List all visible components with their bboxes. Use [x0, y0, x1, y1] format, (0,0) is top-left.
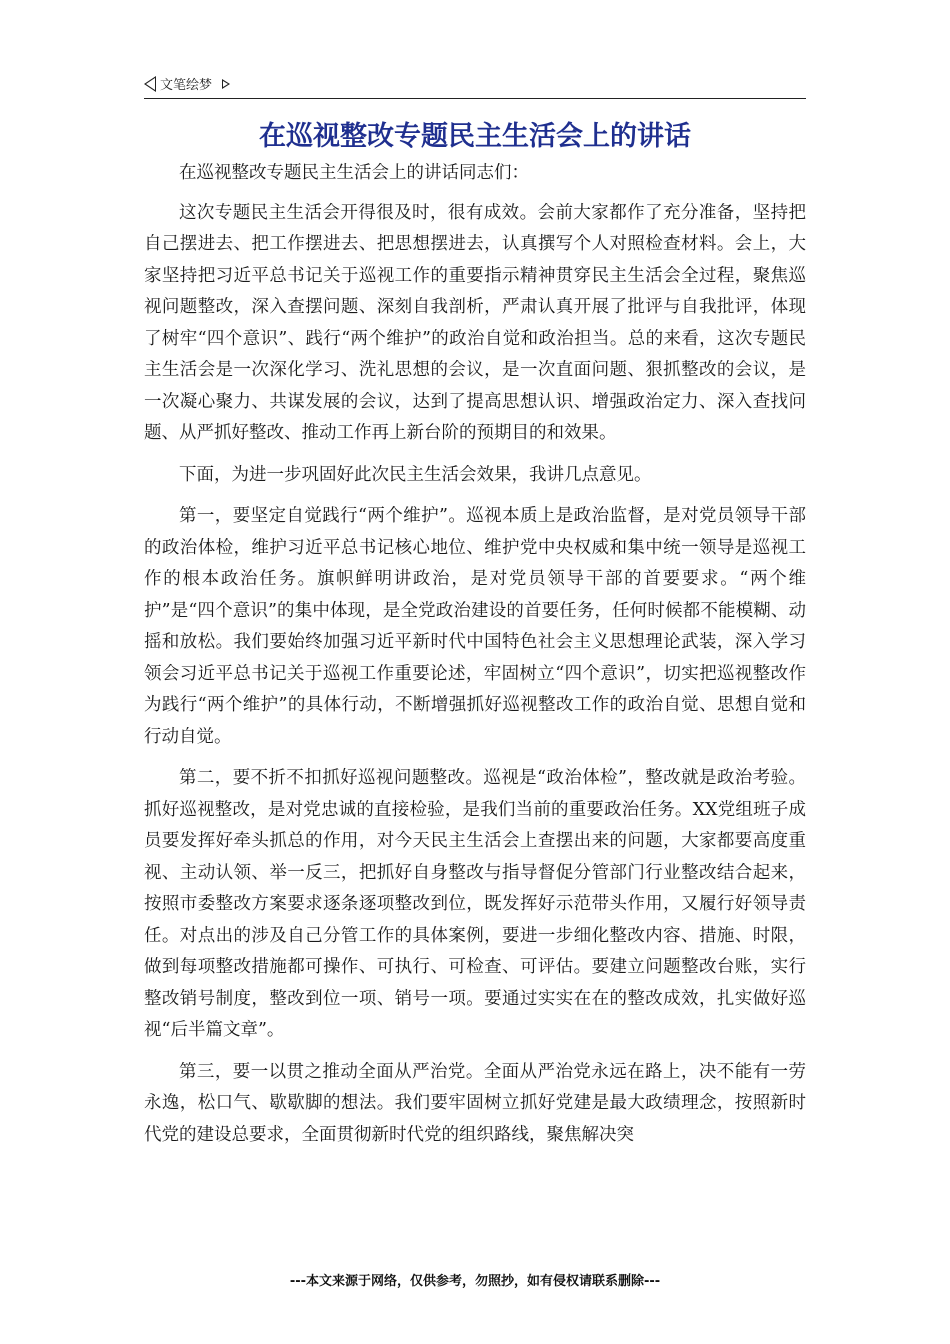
header-brand: 文笔绘梦 [160, 78, 213, 93]
salutation-paragraph: 在巡视整改专题民主生活会上的讲话同志们： [179, 163, 529, 183]
page-footer-disclaimer: ---本文来源于网络，仅供参考，勿照抄，如有侵权请联系删除--- [289, 1274, 661, 1289]
header-brand-group [144, 74, 230, 93]
triangle-right-icon [222, 79, 230, 89]
triangle-left-icon [144, 76, 156, 92]
page-header [144, 72, 806, 99]
document-body [144, 158, 806, 1161]
document-title: 在巡视整改专题民主生活会上的讲话 [259, 121, 691, 152]
body-paragraph: 这次专题民主生活会开得很及时，很有成效。会前大家都作了充分准备，坚持把自己摆进去、把工作摆进去、把思想摆进去，认真撰写个人对照检查材料。会上，大家坚持把习近平总书记关于巡视工作的重要指示精神贯穿民主生活会全过程，聚焦巡视问题整改，深入查摆问题、深刻自我剖析，严肃认真开展了批评与自我批评，体现了树牢“四个意识”、践行“两个维护”的政治自觉和政治担当。总的来看，这次专题民主生活会是一次深化学习、洗礼思想的会议，是一次直面问题、狠抓整改的会议，是一次凝心聚力、共谋发展的会议，达到了提高思想认识、增强政治定力、深入查找问题、从严抓好整改、推动工作再上新台阶的预期目的和效果。 [144, 202, 806, 443]
body-paragraph: 下面，为进一步巩固好此次民主生活会效果，我讲几点意见。 [179, 464, 652, 485]
body-paragraph: 第一，要坚定自觉践行“两个维护”。巡视本质上是政治监督，是对党员领导干部的政治体检，维护习近平总书记核心地位、维护党中央权威和集中统一领导是巡视工作的根本政治任务。旗帜鲜明讲政治，是对党员领导干部的首要要求。“两个维护”是“四个意识”的集中体现，是全党政治建设的首要任务，任何时候都不能模糊、动摇和放松。我们要始终加强习近平新时代中国特色社会主义思想理论武装，深入学习领会习近平总书记关于巡视工作重要论述，牢固树立“四个意识”，切实把巡视整改作为践行“两个维护”的具体行动，不断增强抓好巡视整改工作的政治自觉、思想自觉和行动自觉。 [144, 506, 806, 747]
body-paragraph: 第二，要不折不扣抓好巡视问题整改。巡视是“政治体检”，整改就是政治考验。抓好巡视整改，是对党忠诚的直接检验，是我们当前的重要政治任务。XX党组班子成员要发挥好牵头抓总的作用，对今天民主生活会上查摆出来的问题，大家都要高度重视、主动认领、举一反三，把抓好自身整改与指导督促分管部门行业整改结合起来，按照市委整改方案要求逐条逐项整改到位，既发挥好示范带头作用，又履行好领导责任。对点出的涉及自己分管工作的具体案例，要进一步细化整改内容、措施、时限，做到每项整改措施都可操作、可执行、可检查、可评估。要建立问题整改台账，实行整改销号制度，整改到位一项、销号一项。要通过实实在在的整改成效，扎实做好巡视“后半篇文章”。 [144, 768, 806, 1040]
body-paragraph: 第三，要一以贯之推动全面从严治党。全面从严治党永远在路上，决不能有一劳永逸，松口气、歇歇脚的想法。我们要牢固树立抓好党建是最大政绩理念，按照新时代党的建设总要求，全面贯彻新时代党的组织路线，聚焦解决突 [144, 1061, 806, 1145]
